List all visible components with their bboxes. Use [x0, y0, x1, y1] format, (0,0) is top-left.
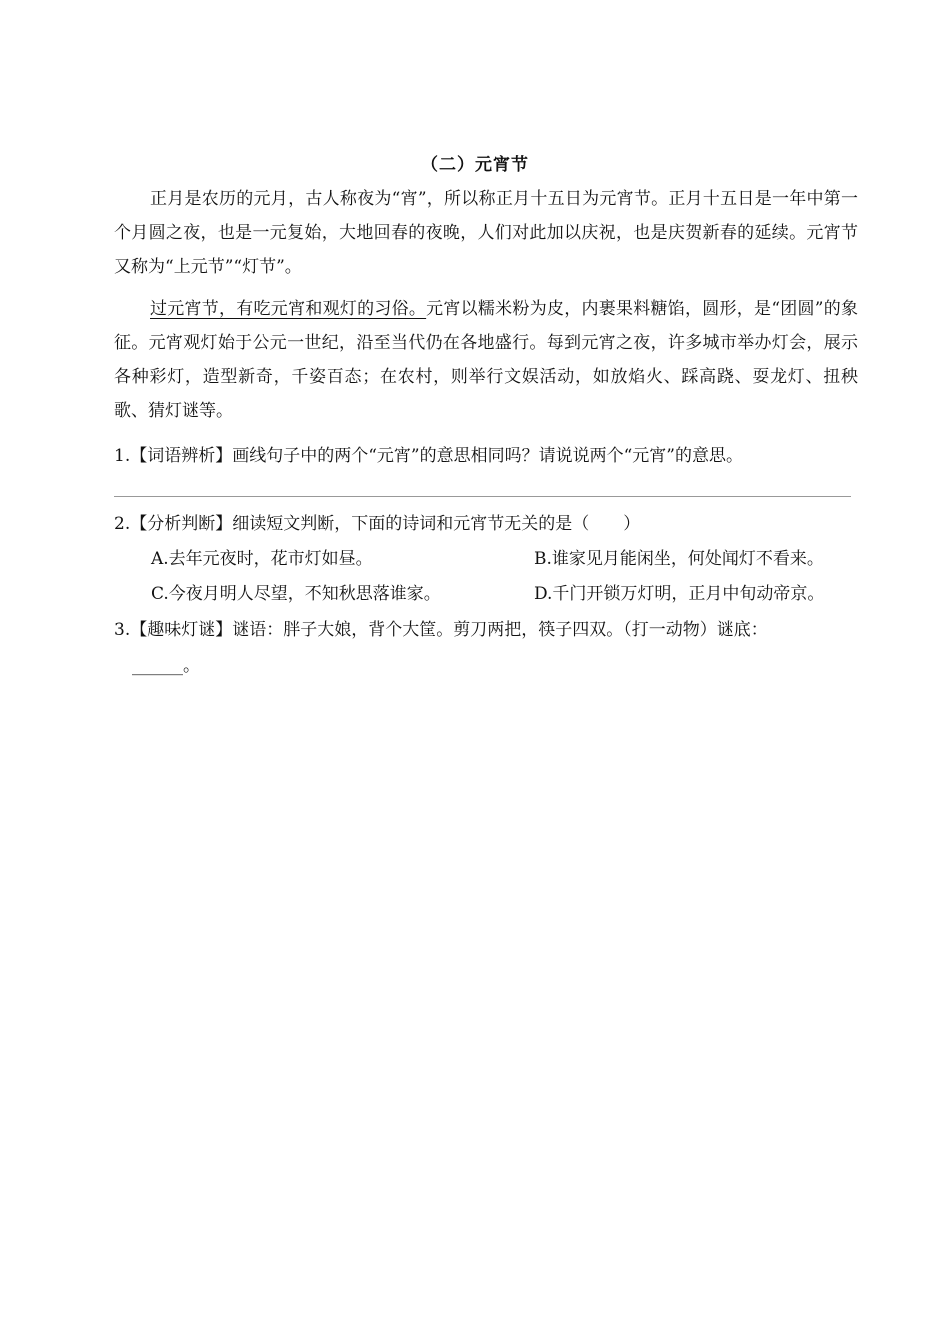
paragraph-2 [114, 292, 858, 428]
option-d[interactable]: D.千门开锁万灯明，正月中旬动帝京。 [534, 584, 825, 604]
option-b[interactable]: B.谁家见月能闲坐，何处闻灯不看来。 [534, 549, 824, 569]
paragraph-2-rest: 元宵以糯米粉为皮，内裹果料糖馅，圆形，是“团圆”的象征。元宵观灯始于公元一世纪，沿至当代仍在各地盛行。每到元宵之夜，许多城市举办灯会，展示各种彩灯，造型新奇，千姿百态；在农村，则举行文娱活动，如放焰火、踩高跷、耍龙灯、扭秧歌、猜灯谜等。 [114, 299, 858, 421]
paragraph-1: 正月是农历的元月，古人称夜为“宵”，所以称正月十五日为元宵节。正月十五日是一年中第一个月圆之夜，也是一元复始，大地回春的夜晚，人们对此加以庆祝，也是庆贺新春的延续。元宵节又称为“上元节”“灯节”。 [114, 189, 858, 277]
answer-line[interactable] [114, 496, 851, 497]
question-1: 1.【词语辨析】画线句子中的两个“元宵”的意思相同吗？请说说两个“元宵”的意思。 [114, 446, 743, 466]
underlined-sentence: 过元宵节，有吃元宵和观灯的习俗。 [150, 299, 427, 319]
option-a[interactable]: A.去年元夜时，花市灯如昼。 [151, 549, 373, 569]
riddle-answer-blank[interactable]: ______。 [132, 656, 200, 676]
question-2: 2.【分析判断】细读短文判断，下面的诗词和元宵节无关的是（ ） [114, 514, 641, 534]
option-c[interactable]: C.今夜月明人尽望，不知秋思落谁家。 [151, 584, 441, 604]
question-3: 3.【趣味灯谜】谜语：胖子大娘，背个大筐。剪刀两把，筷子四双。（打一动物）谜底： [114, 620, 768, 640]
section-title: （二）元宵节 [421, 155, 529, 175]
